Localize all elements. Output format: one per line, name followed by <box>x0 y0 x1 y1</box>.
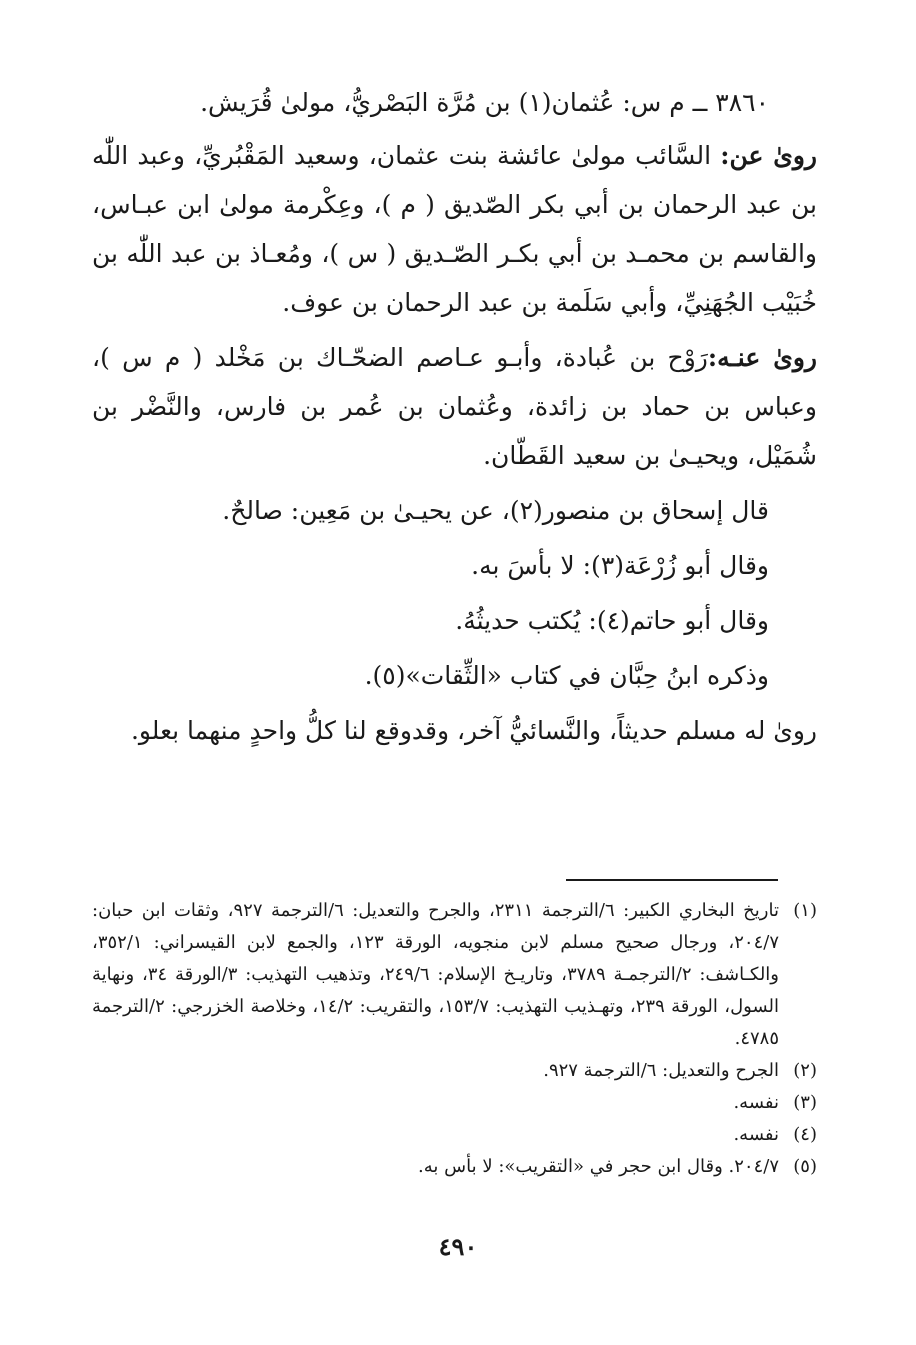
narrated-by-text: رَوْح بن عُبادة، وأبـو عـاصم الضحّـاك بن مَخْلد ( م س )، وعباس بن حماد بن زائدة، وعُثمان بن عُمر بن فارس، والنَّضْر بن شُمَيْل، ويحيـىٰ بن سعيد القَطّان. <box>92 343 817 470</box>
narrated-from-label: روىٰ عن: <box>720 141 817 170</box>
closing-paragraph: روىٰ له مسلم حديثاً، والنَّسائيُّ آخر، وقدوقع لنا كلُّ واحدٍ منهما بعلو. <box>130 716 817 745</box>
footnote-text: الجرح والتعديل: ٦/الترجمة ٩٢٧. <box>543 1060 779 1081</box>
footnote-divider <box>566 879 778 881</box>
footnote-text: نفسه. <box>733 1092 779 1113</box>
quote-ibn-hibban: وذكره ابنُ حِبَّان في كتاب «الثِّقات»(٥). <box>364 661 769 690</box>
footnote-text: تاريخ البخاري الكبير: ٦/الترجمة ٢٣١١، والجرح والتعديل: ٦/الترجمة ٩٢٧، وثقات ابن حبان: ٢٠٤/٧، ورجال صحيح مسلم لابن منجويه، الورقة ١٢٣، والجمع لابن القيسراني: ٣٥٢/١، والكـاشف: ٢/الترجمـة ٣٧٨٩، وتاريـخ الإسلام: ٢٤٩/٦، وتذهيب التهذيب: ٣/الورقة ٣٤، ونهاية السول، الورقة ٢٣٩، وتهـذيب التهذيب: ١٥٣/٧، والتقريب: ١٤/٢، وخلاصة الخزرجي: ٢/الترجمة ٤٧٨٥. <box>92 900 779 1049</box>
narrated-by-paragraph <box>92 333 817 480</box>
narrated-from-text: السَّائب مولىٰ عائشة بنت عثمان، وسعيد المَقْبُريِّ، وعبد اللّٰه بن عبد الرحمان بن أبي بكر الصّديق ( م )، وعِكْرمة مولىٰ ابن عبـاس، والقاسم بن محمـد بن أبي بكـر الصّـديق ( س )، ومُعـاذ بن عبد اللّٰه بن خُبَيْب الجُهَنِيِّ، وأبي سَلَمة بن عبد الرحمان بن عوف. <box>92 141 817 317</box>
quote-abu-zura: وقال أبو زُرْعَة(٣): لا بأسَ به. <box>471 551 769 580</box>
quote-ibn-mansur: قال إسحاق بن منصور(٢)، عن يحيـىٰ بن مَعِين: صالحٌ. <box>222 496 769 525</box>
narrated-by-label: روىٰ عنـه: <box>707 343 817 372</box>
quote-abu-hatim: وقال أبو حاتم(٤): يُكتب حديثُهُ. <box>455 606 769 635</box>
narrated-from-paragraph <box>92 131 817 327</box>
footnote <box>92 1151 817 1183</box>
footnote <box>92 895 817 1055</box>
footnote-number: (١) <box>793 900 817 921</box>
footnote-text: نفسه. <box>733 1124 779 1145</box>
entry-heading: ٣٨٦٠ ــ م س: عُثمان(١) بن مُرَّة البَصْريُّ، مولىٰ قُرَيش. <box>200 88 769 117</box>
page-number: ٤٩٠ <box>438 1232 478 1261</box>
footnote <box>92 1087 817 1119</box>
footnote-number: (٣) <box>793 1092 817 1113</box>
footnotes <box>92 895 817 1183</box>
footnote-number: (٥) <box>793 1156 817 1177</box>
footnote-number: (٢) <box>793 1060 817 1081</box>
footnote-number: (٤) <box>793 1124 817 1145</box>
footnote-text: ٢٠٤/٧. وقال ابن حجر في «التقريب»: لا بأس به. <box>418 1156 779 1177</box>
main-text <box>92 78 817 755</box>
footnote <box>92 1055 817 1087</box>
footnote <box>92 1119 817 1151</box>
